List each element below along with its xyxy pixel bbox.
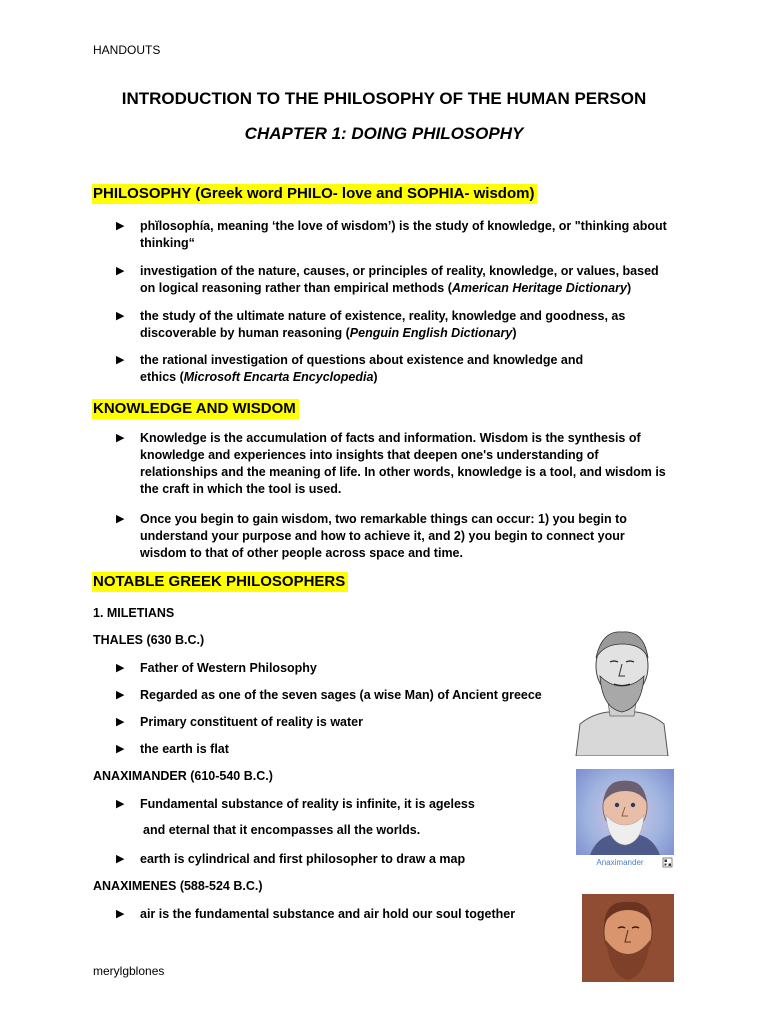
bullet-text: air is the fundamental substance and air hold our soul together	[140, 907, 516, 921]
source-citation: American Heritage Dictionary	[451, 281, 627, 295]
bullet-arrow-icon: ▶	[116, 689, 125, 701]
bullet-arrow-icon: ▶	[116, 310, 125, 322]
list-item	[116, 352, 586, 386]
bullet-text: Primary constituent of reality is water	[140, 715, 363, 729]
anaximander-caption: Anaximander	[596, 858, 644, 867]
section-heading-knowledge: KNOWLEDGE AND WISDOM	[92, 399, 299, 419]
philosopher-name-anaximenes: ANAXIMENES (588-524 B.C.)	[93, 879, 263, 893]
document-title: INTRODUCTION TO THE PHILOSOPHY OF THE HUMAN PERSON	[121, 89, 647, 108]
bullet-arrow-icon: ▶	[116, 662, 125, 674]
section-heading-philosophy: PHILOSOPHY (Greek word PHILO- love and SOPHIA- wisdom)	[92, 184, 537, 204]
bullet-arrow-icon: ▶	[116, 432, 125, 444]
list-item	[116, 511, 666, 562]
list-item	[116, 308, 676, 342]
bullet-arrow-icon: ▶	[116, 908, 125, 920]
bullet-text: phĭlosophía, meaning ‘the love of wisdom’) is the study of knowledge, or "thinking about thinking“	[140, 219, 667, 250]
bullet-text-end: )	[373, 370, 378, 384]
source-citation: Microsoft Encarta Encyclopedia	[183, 370, 374, 384]
bullet-text: Fundamental substance of reality is infinite, it is ageless	[140, 797, 475, 811]
list-item	[116, 218, 676, 252]
footer-author: merylgblones	[93, 964, 165, 978]
list-item	[116, 263, 676, 297]
anaximenes-portrait-image	[582, 894, 674, 982]
qr-code-icon	[663, 858, 672, 867]
bullet-arrow-icon: ▶	[116, 716, 125, 728]
list-item	[116, 430, 666, 498]
group-label-miletians: 1. MILETIANS	[93, 606, 175, 620]
bullet-arrow-icon: ▶	[116, 743, 125, 755]
list-item	[116, 851, 556, 868]
bullet-text: Regarded as one of the seven sages (a wise Man) of Ancient greece	[140, 688, 542, 702]
list-item	[116, 906, 556, 923]
bullet-arrow-icon: ▶	[116, 220, 125, 232]
chapter-title: CHAPTER 1: DOING PHILOSOPHY	[244, 124, 524, 143]
bullet-arrow-icon: ▶	[116, 853, 125, 865]
bullet-arrow-icon: ▶	[116, 265, 125, 277]
anaximander-portrait-image	[576, 769, 674, 869]
source-citation: Penguin English Dictionary	[349, 326, 513, 340]
philosopher-name-anaximander: ANAXIMANDER (610-540 B.C.)	[93, 769, 273, 783]
list-item	[116, 714, 556, 731]
bullet-text: investigation of the nature, causes, or principles of reality, knowledge, or values, based on logical reasoning rather than empirical methods (	[140, 264, 659, 295]
bullet-text-continuation: and eternal that it encompasses all the worlds.	[143, 823, 421, 837]
bullet-text: Once you begin to gain wisdom, two remarkable things can occur: 1) you begin to understand your purpose and how to achieve it, and 2) you begin to connect your wisdom to that of other people across space and time.	[140, 512, 627, 560]
list-item	[116, 741, 556, 758]
bullet-text: Knowledge is the accumulation of facts and information. Wisdom is the synthesis of knowledge and experiences into insights that deepen one's understanding of relationships and the meaning of life. In other words, knowledge is a tool, and wisdom is the craft in which the tool is used.	[140, 431, 666, 496]
philosopher-name-thales: THALES (630 B.C.)	[93, 633, 205, 647]
list-item	[116, 687, 556, 704]
thales-bust-image	[572, 624, 672, 756]
section-heading-greek-philosophers: NOTABLE GREEK PHILOSOPHERS	[92, 572, 348, 592]
bullet-text: the earth is flat	[140, 742, 229, 756]
bullet-arrow-icon: ▶	[116, 354, 125, 366]
bullet-arrow-icon: ▶	[116, 798, 125, 810]
list-item	[116, 796, 556, 813]
bullet-text-end: )	[626, 281, 632, 295]
list-item	[116, 660, 556, 677]
bullet-text: earth is cylindrical and first philosopher to draw a map	[140, 852, 466, 866]
bullet-text: Father of Western Philosophy	[140, 661, 317, 675]
bullet-text-end: )	[512, 326, 517, 340]
bullet-arrow-icon: ▶	[116, 513, 125, 525]
handout-label: HANDOUTS	[93, 43, 161, 57]
bullet-text: the study of the ultimate nature of existence, reality, knowledge and goodness, as discoverable by human reasoning (	[140, 309, 626, 340]
bullet-text: the rational investigation of questions about existence and knowledge and ethics (	[140, 353, 584, 384]
